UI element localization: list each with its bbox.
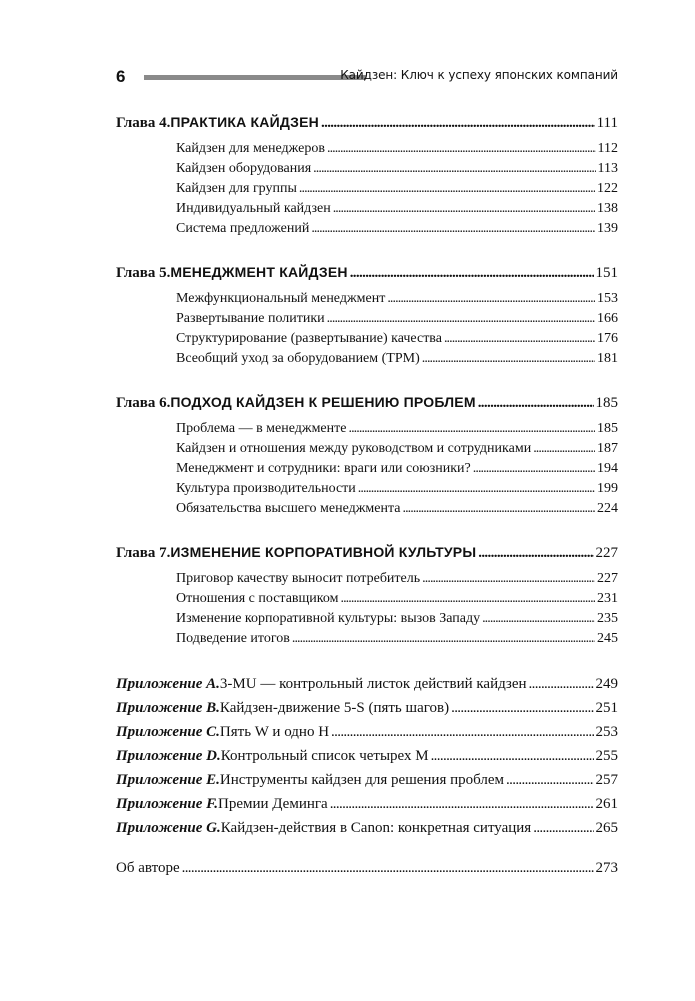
section-title: Всеобщий уход за оборудованием (TPM) bbox=[176, 351, 420, 366]
chapter-label: Глава 5. bbox=[116, 265, 171, 281]
toc-about-entry[interactable] bbox=[116, 858, 618, 878]
appendix-title: Пять W и одно H bbox=[219, 724, 330, 740]
appendix-list bbox=[116, 672, 618, 840]
section-page: 245 bbox=[597, 631, 618, 646]
about-page: 273 bbox=[595, 860, 618, 876]
dot-leader bbox=[402, 499, 595, 518]
dot-leader bbox=[350, 263, 594, 283]
dot-leader bbox=[340, 589, 595, 608]
chapter-title: ПОДХОД КАЙДЗЕН К РЕШЕНИЮ ПРОБЛЕМ bbox=[170, 394, 476, 410]
toc-section-entry[interactable] bbox=[116, 329, 618, 348]
toc-chapter-entry[interactable] bbox=[116, 262, 618, 282]
section-title: Подведение итогов bbox=[176, 631, 290, 646]
dot-leader bbox=[444, 329, 595, 348]
dot-leader bbox=[529, 672, 594, 696]
chapter-block bbox=[116, 392, 618, 518]
toc-section-entry[interactable] bbox=[116, 569, 618, 588]
dot-leader bbox=[422, 349, 595, 368]
dot-leader bbox=[358, 479, 595, 498]
appendix-page: 261 bbox=[595, 796, 618, 812]
section-page: 112 bbox=[597, 141, 618, 156]
toc-section-entry[interactable] bbox=[116, 419, 618, 438]
appendix-title: 3-MU — контрольный листок действий кайдзен bbox=[219, 676, 527, 692]
chapter-label: Глава 7. bbox=[116, 545, 171, 561]
chapter-page: 227 bbox=[595, 545, 618, 561]
section-title: Кайдзен для группы bbox=[176, 181, 297, 196]
chapter-label: Глава 6. bbox=[116, 395, 171, 411]
section-page: 113 bbox=[597, 161, 618, 176]
toc-section-entry[interactable] bbox=[116, 199, 618, 218]
toc-section-entry[interactable] bbox=[116, 439, 618, 458]
dot-leader bbox=[478, 393, 594, 413]
section-page: 199 bbox=[597, 481, 618, 496]
dot-leader bbox=[313, 159, 595, 178]
table-of-contents bbox=[116, 112, 618, 878]
section-title: Проблема — в менеджменте bbox=[176, 421, 347, 436]
chapter-label: Глава 4. bbox=[116, 115, 171, 131]
appendix-label: Приложение B. bbox=[116, 700, 220, 716]
toc-appendix-entry[interactable] bbox=[116, 672, 618, 696]
dot-leader bbox=[478, 543, 593, 563]
toc-section-entry[interactable] bbox=[116, 139, 618, 158]
section-page: 224 bbox=[597, 501, 618, 516]
toc-chapter-entry[interactable] bbox=[116, 542, 618, 562]
section-title: Развертывание политики bbox=[176, 311, 325, 326]
chapter-page: 111 bbox=[596, 115, 618, 131]
section-page: 235 bbox=[597, 611, 618, 626]
section-title: Структурирование (развертывание) качества bbox=[176, 331, 442, 346]
toc-section-entry[interactable] bbox=[116, 159, 618, 178]
header-rule bbox=[144, 75, 366, 80]
chapter-title: ИЗМЕНЕНИЕ КОРПОРАТИВНОЙ КУЛЬТУРЫ bbox=[170, 544, 477, 560]
appendix-page: 251 bbox=[595, 700, 618, 716]
chapter-title: МЕНЕДЖМЕНТ КАЙДЗЕН bbox=[170, 264, 348, 280]
appendix-page: 253 bbox=[595, 724, 618, 740]
dot-leader bbox=[348, 419, 595, 438]
section-page: 176 bbox=[597, 331, 618, 346]
chapter-block bbox=[116, 262, 618, 368]
appendix-label: Приложение G. bbox=[116, 820, 221, 836]
section-title: Индивидуальный кайдзен bbox=[176, 201, 331, 216]
dot-leader bbox=[330, 792, 594, 816]
dot-leader bbox=[299, 179, 595, 198]
toc-chapter-entry[interactable] bbox=[116, 112, 618, 132]
appendix-label: Приложение C. bbox=[116, 724, 220, 740]
section-title: Межфункциональный менеджмент bbox=[176, 291, 386, 306]
page-header bbox=[116, 64, 618, 92]
chapter-block bbox=[116, 112, 618, 238]
toc-appendix-entry[interactable] bbox=[116, 744, 618, 768]
toc-appendix-entry[interactable] bbox=[116, 720, 618, 744]
about-title: Об авторе bbox=[116, 860, 180, 876]
dot-leader bbox=[533, 439, 595, 458]
appendix-title: Контрольный список четырех M bbox=[220, 748, 429, 764]
dot-leader bbox=[331, 720, 593, 744]
running-title: Кайдзен: Ключ к успеху японских компаний bbox=[340, 68, 618, 82]
section-page: 181 bbox=[597, 351, 618, 366]
appendix-page: 255 bbox=[595, 748, 618, 764]
appendix-title: Инструменты кайдзен для решения проблем bbox=[219, 772, 505, 788]
chapter-title: ПРАКТИКА КАЙДЗЕН bbox=[170, 114, 319, 130]
appendix-label: Приложение E. bbox=[116, 772, 220, 788]
section-title: Отношения с поставщиком bbox=[176, 591, 339, 606]
appendix-title: Премии Деминга bbox=[217, 796, 328, 812]
section-title: Система предложений bbox=[176, 221, 310, 236]
section-page: 185 bbox=[597, 421, 618, 436]
toc-section-entry[interactable] bbox=[116, 349, 618, 368]
toc-appendix-entry[interactable] bbox=[116, 816, 618, 840]
toc-section-entry[interactable] bbox=[116, 609, 618, 628]
section-title: Культура производительности bbox=[176, 481, 356, 496]
dot-leader bbox=[387, 289, 595, 308]
dot-leader bbox=[533, 816, 593, 840]
dot-leader bbox=[292, 629, 595, 648]
chapter-block bbox=[116, 542, 618, 648]
appendix-page: 257 bbox=[595, 772, 618, 788]
section-page: 122 bbox=[597, 181, 618, 196]
section-page: 187 bbox=[597, 441, 618, 456]
page-number: 6 bbox=[116, 67, 126, 86]
appendix-label: Приложение D. bbox=[116, 748, 221, 764]
appendix-title: Кайдзен-действия в Canon: конкретная ситуация bbox=[220, 820, 532, 836]
section-page: 139 bbox=[597, 221, 618, 236]
dot-leader bbox=[451, 696, 593, 720]
appendix-label: Приложение F. bbox=[116, 796, 218, 812]
section-title: Приговор качеству выносит потребитель bbox=[176, 571, 421, 586]
toc-section-entry[interactable] bbox=[116, 309, 618, 328]
section-page: 153 bbox=[597, 291, 618, 306]
section-title: Менеджмент и сотрудники: враги или союзники? bbox=[176, 461, 471, 476]
appendix-label: Приложение A. bbox=[116, 676, 220, 692]
dot-leader bbox=[311, 219, 595, 238]
dot-leader bbox=[422, 569, 595, 588]
appendix-page: 265 bbox=[595, 820, 618, 836]
dot-leader bbox=[473, 459, 595, 478]
toc-appendix-entry[interactable] bbox=[116, 768, 618, 792]
section-title: Изменение корпоративной культуры: вызов Западу bbox=[176, 611, 481, 626]
section-page: 138 bbox=[597, 201, 618, 216]
dot-leader bbox=[327, 139, 596, 158]
toc-section-entry[interactable] bbox=[116, 289, 618, 308]
toc-section-entry[interactable] bbox=[116, 219, 618, 238]
dot-leader bbox=[431, 744, 594, 768]
dot-leader bbox=[482, 609, 595, 628]
section-title: Кайдзен оборудования bbox=[176, 161, 312, 176]
appendix-page: 249 bbox=[595, 676, 618, 692]
toc-section-entry[interactable] bbox=[116, 629, 618, 648]
toc-section-entry[interactable] bbox=[116, 179, 618, 198]
dot-leader bbox=[333, 199, 595, 218]
toc-appendix-entry[interactable] bbox=[116, 696, 618, 720]
toc-section-entry[interactable] bbox=[116, 589, 618, 608]
toc-chapter-entry[interactable] bbox=[116, 392, 618, 412]
section-page: 227 bbox=[597, 571, 618, 586]
appendix-title: Кайдзен-движение 5-S (пять шагов) bbox=[219, 700, 450, 716]
toc-section-entry[interactable] bbox=[116, 479, 618, 498]
section-page: 166 bbox=[597, 311, 618, 326]
toc-section-entry[interactable] bbox=[116, 459, 618, 478]
dot-leader bbox=[506, 768, 593, 792]
chapter-page: 185 bbox=[595, 395, 618, 411]
section-title: Обязательства высшего менеджмента bbox=[176, 501, 401, 516]
dot-leader bbox=[182, 858, 594, 878]
section-title: Кайдзен для менеджеров bbox=[176, 141, 325, 156]
section-title: Кайдзен и отношения между руководством и сотрудниками bbox=[176, 441, 532, 456]
section-page: 194 bbox=[597, 461, 618, 476]
dot-leader bbox=[327, 309, 595, 328]
dot-leader bbox=[321, 113, 595, 133]
chapter-page: 151 bbox=[595, 265, 618, 281]
section-page: 231 bbox=[597, 591, 618, 606]
toc-appendix-entry[interactable] bbox=[116, 792, 618, 816]
toc-section-entry[interactable] bbox=[116, 499, 618, 518]
